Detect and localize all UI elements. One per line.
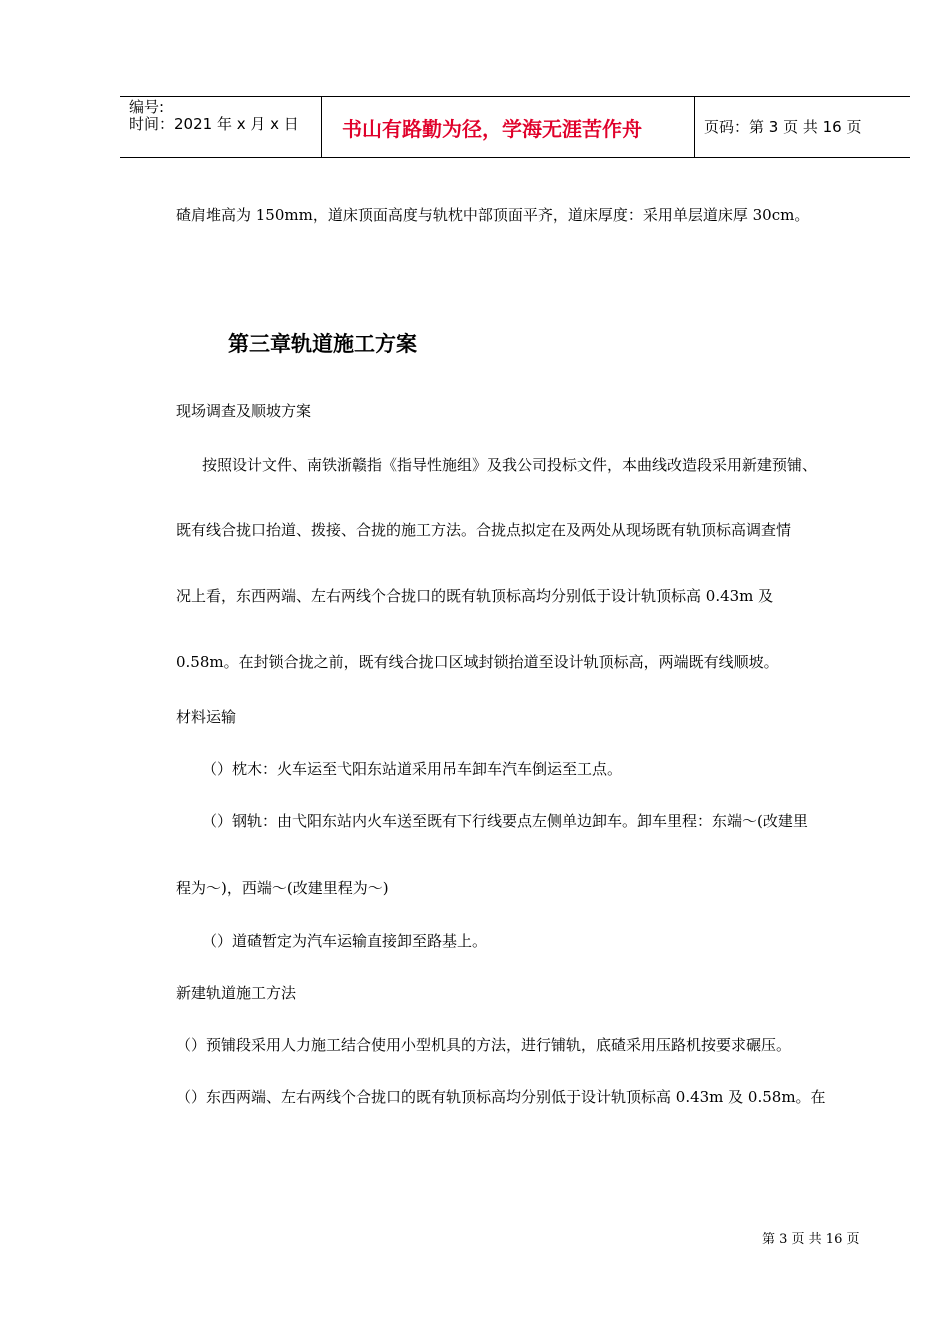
paragraph-line: 按照设计文件、南铁浙赣指《指导性施组》及我公司投标文件，本曲线改造段采用新建预铺、 — [202, 456, 818, 474]
list-item: （）预铺段采用人力施工结合使用小型机具的方法，进行铺轨，底碴采用压路机按要求碾压。 — [176, 1036, 792, 1054]
section-title: 材料运输 — [176, 708, 237, 726]
header-page-code: 页码：第 3 页 共 16 页 — [704, 118, 862, 136]
section-title: 新建轨道施工方法 — [176, 984, 297, 1002]
page-footer: 第 3 页 共 16 页 — [762, 1232, 860, 1247]
page-header — [120, 96, 910, 158]
section-title: 现场调查及顺坡方案 — [176, 402, 312, 420]
body-line: 碴肩堆高为 150mm，道床顶面高度与轨枕中部顶面平齐，道床厚度：采用单层道床厚 30cm。 — [176, 206, 810, 224]
document-number-label: 编号: — [129, 98, 165, 116]
chapter-title: 第三章轨道施工方案 — [228, 332, 417, 356]
header-motto: 书山有路勤为径，学海无涯苦作舟 — [342, 117, 642, 141]
header-page-cell — [695, 97, 910, 157]
paragraph-line: 况上看，东西两端、左右两线个合拢口的既有轨顶标高均分别低于设计轨顶标高 0.43m 及 — [176, 587, 774, 605]
document-date: 时间：2021 年 x 月 x 日 — [129, 115, 299, 133]
list-item-continuation: 程为～)，西端～(改建里程为～) — [176, 879, 389, 897]
list-item: （）枕木：火车运至弋阳东站道采用吊车卸车汽车倒运至工点。 — [202, 760, 623, 778]
header-motto-cell — [321, 97, 695, 157]
list-item: （）钢轨：由弋阳东站内火车送至既有下行线要点左侧单边卸车。卸车里程：东端～(改建里 — [202, 812, 808, 830]
header-meta-cell — [120, 97, 322, 157]
list-item: （）东西两端、左右两线个合拢口的既有轨顶标高均分别低于设计轨顶标高 0.43m 及 0.58m。在 — [176, 1088, 826, 1106]
paragraph-line: 既有线合拢口抬道、拨接、合拢的施工方法。合拢点拟定在及两处从现场既有轨顶标高调查情 — [176, 521, 792, 539]
list-item: （）道碴暂定为汽车运输直接卸至路基上。 — [202, 932, 488, 950]
paragraph-line: 0.58m。在封锁合拢之前，既有线合拢口区域封锁抬道至设计轨顶标高，两端既有线顺坡。 — [176, 653, 779, 671]
